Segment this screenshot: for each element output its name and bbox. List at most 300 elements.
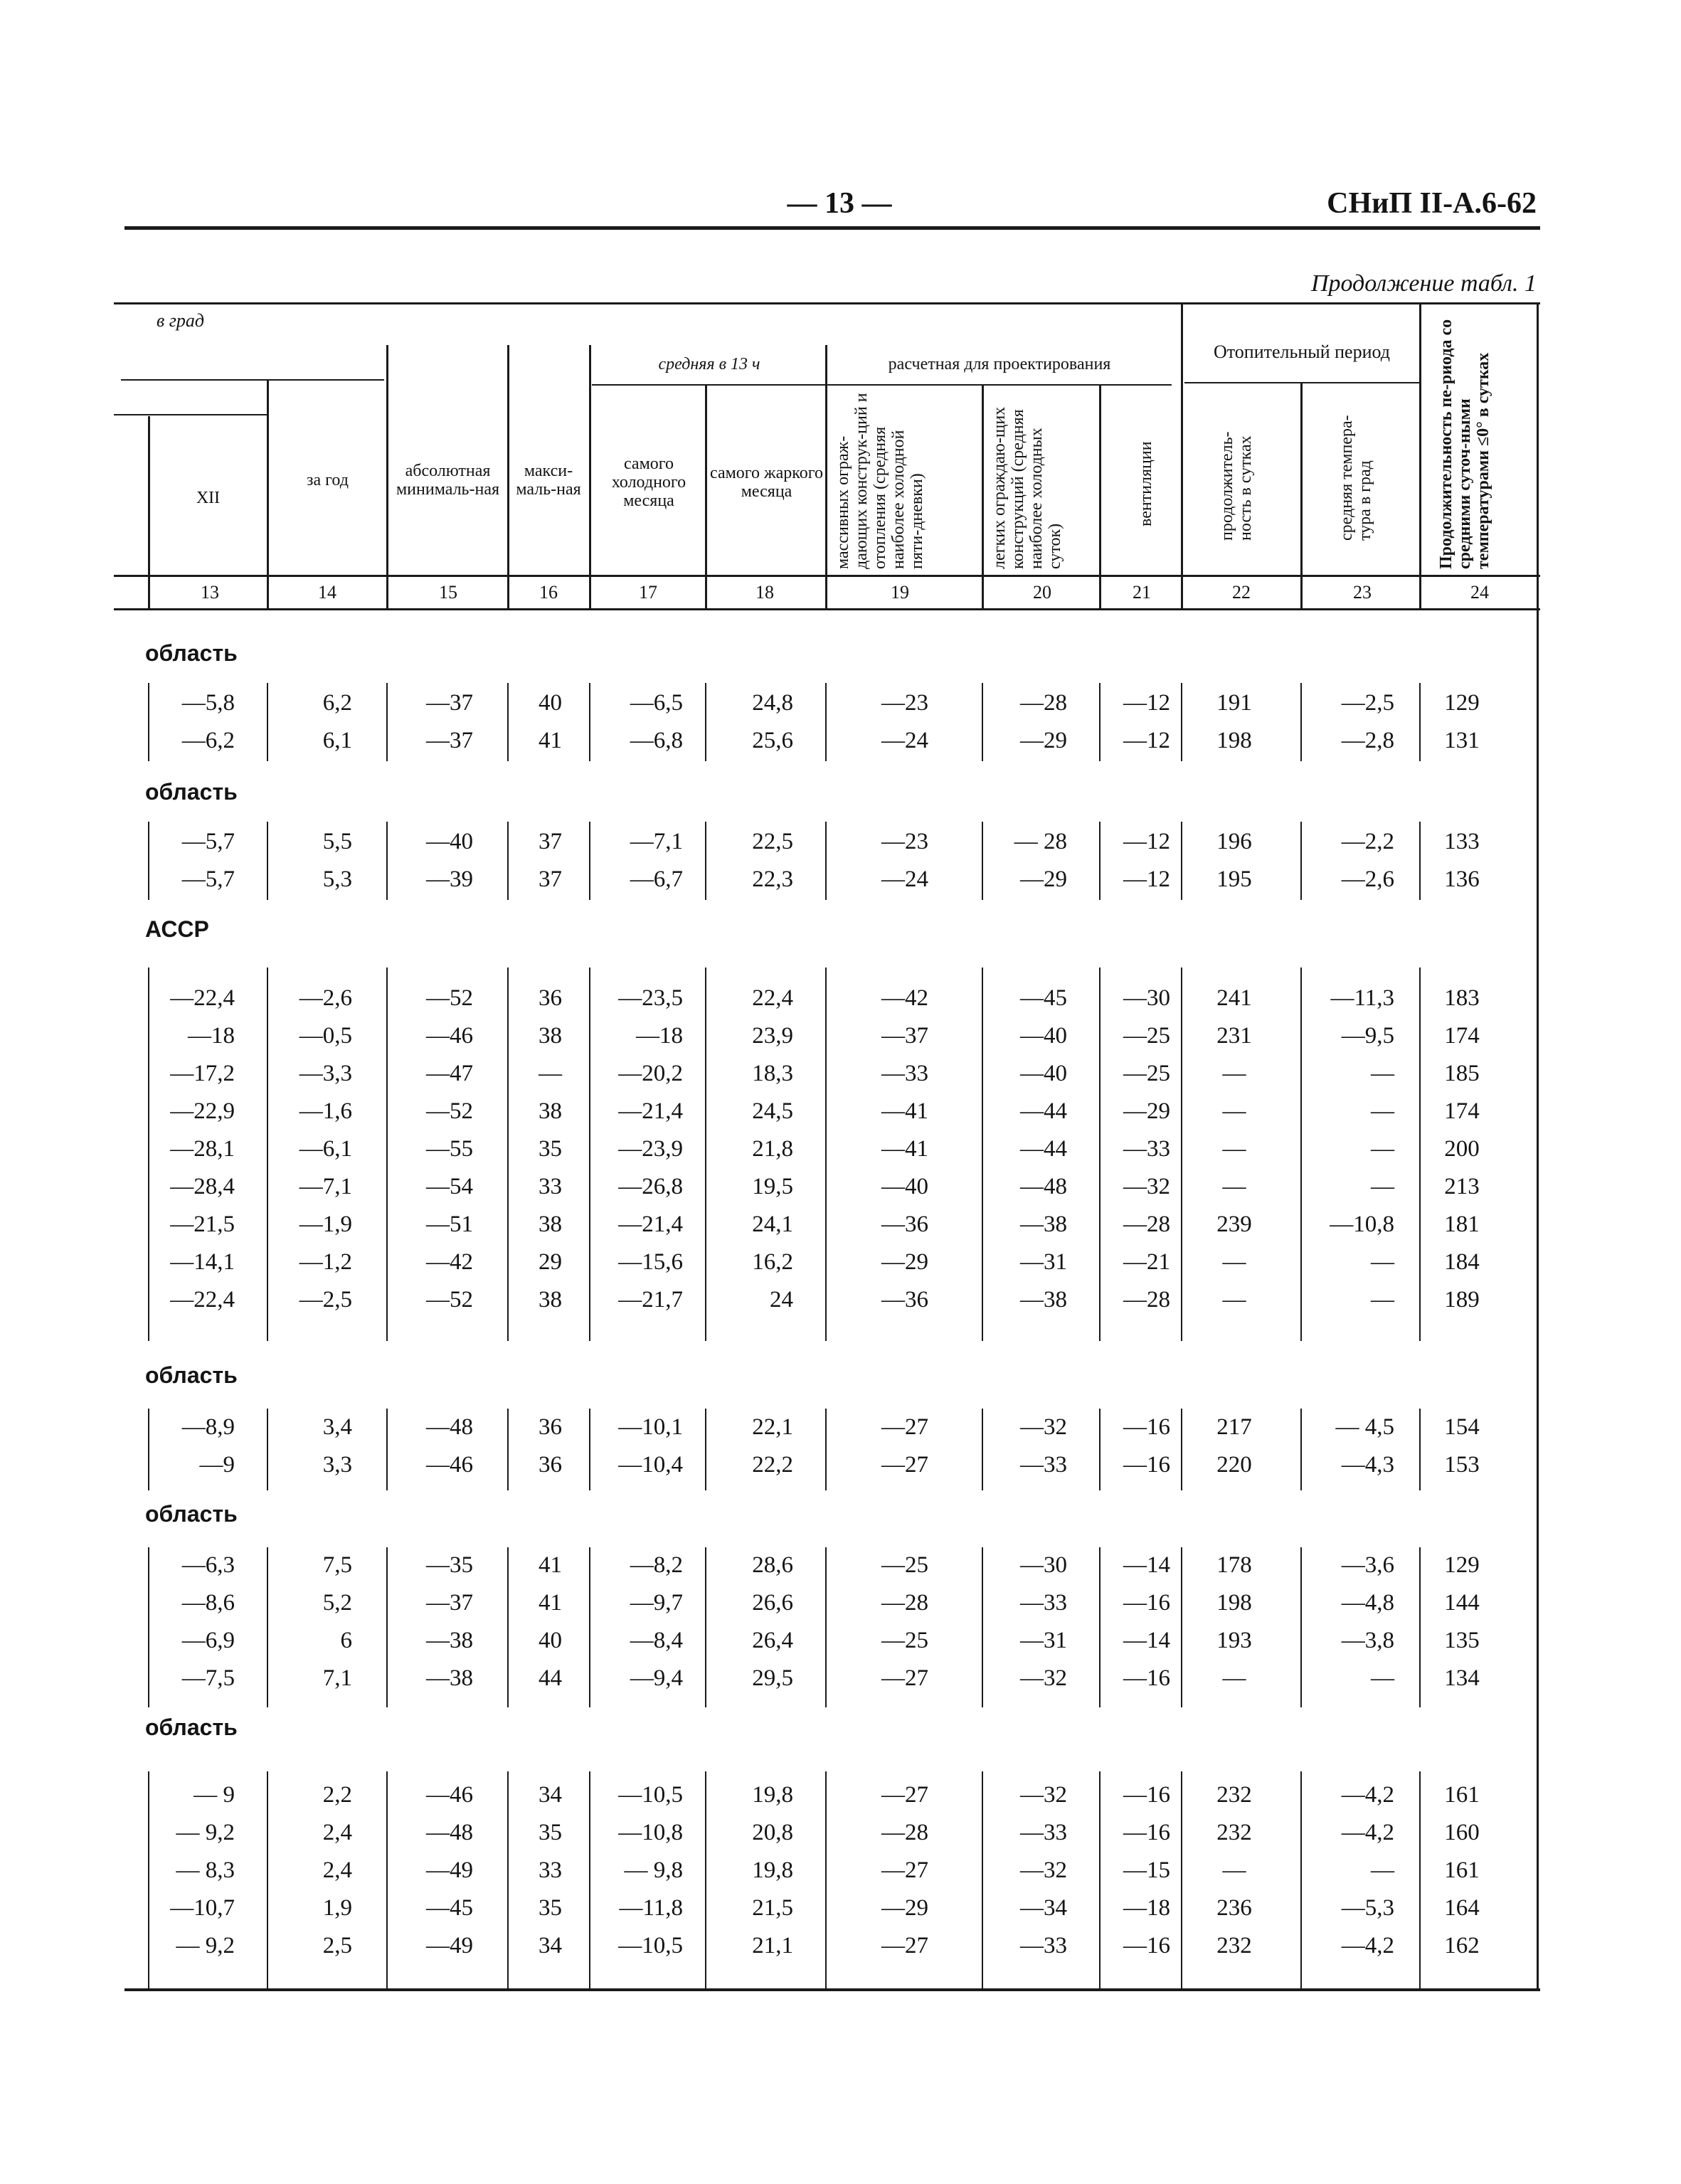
cell: —6,3 [181,1552,235,1578]
cell: —32 [1123,1174,1170,1199]
column-separator [507,1409,509,1490]
cell: —15 [1123,1857,1170,1883]
header-rule [124,226,1540,230]
column-separator [1419,1409,1421,1490]
column-separator [825,1409,827,1490]
column-separator [1181,1409,1182,1490]
cell: 16,2 [752,1249,793,1275]
cell: —12 [1123,690,1170,716]
cell: — [1371,1287,1394,1313]
cell: —9,4 [630,1665,683,1691]
cell: —6,1 [299,1136,352,1162]
cell: —33 [881,1061,928,1086]
column-separator [825,968,827,1341]
cell: 232 [1216,1782,1252,1808]
cell: —26,8 [618,1174,683,1199]
col-number: 14 [318,582,336,603]
column-separator [1181,1771,1182,1988]
cell: —6,7 [630,866,683,892]
cell: —44 [1020,1098,1067,1124]
section-title: АССР [145,916,209,942]
cell: 38 [539,1212,562,1237]
column-separator [1300,1547,1302,1707]
numbers-bottom-rule [114,608,1540,610]
page-number: — 13 — [787,187,892,220]
cell: — [1371,1174,1394,1199]
cell: —14 [1123,1628,1170,1653]
cell: —28 [1020,690,1067,716]
table-row [0,1895,1681,1924]
cell: 195 [1216,866,1252,892]
table-row [0,1857,1681,1886]
cell: —36 [881,1212,928,1237]
cell: 129 [1444,690,1480,716]
column-separator [148,1771,149,1988]
column-separator [1419,968,1421,1341]
column-separator [589,1771,590,1988]
cell: 40 [539,1628,562,1653]
cell: —33 [1020,1933,1067,1958]
column-separator [148,1409,149,1490]
cell: —16 [1123,1933,1170,1958]
cell: 154 [1444,1414,1480,1440]
cell: — [1222,1061,1246,1086]
cell: 161 [1444,1782,1480,1808]
cell: —22,9 [170,1098,235,1124]
column-separator [825,1547,827,1707]
cell: —28 [1123,1287,1170,1313]
cell: —10,8 [1330,1212,1394,1237]
cell: —8,9 [181,1414,235,1440]
cell: —48 [1020,1174,1067,1199]
cell: —29 [1020,866,1067,892]
cell: —37 [426,728,473,753]
cell: 34 [539,1782,562,1808]
cell: — [1371,1098,1394,1124]
cell: —10,5 [618,1933,683,1958]
cell: 184 [1444,1249,1480,1275]
cell: 20,8 [752,1820,793,1845]
cell: —25 [1123,1061,1170,1086]
column-separator [1300,822,1302,900]
column-separator [148,822,149,900]
cell: —2,6 [1341,866,1394,892]
cell: —24 [881,866,928,892]
cell: —54 [426,1174,473,1199]
cell: —18 [188,1023,235,1049]
column-separator [1099,1409,1101,1490]
table-row [0,728,1681,756]
cell: — [1222,1174,1246,1199]
cell: 6,2 [322,690,352,716]
cell: 22,1 [752,1414,793,1440]
cell: — [1222,1136,1246,1162]
table-row [0,985,1681,1014]
cell: —46 [426,1023,473,1049]
col-21-head: вентиляции [1137,441,1155,526]
cell: —2,8 [1341,728,1394,753]
cell: —9 [199,1452,235,1478]
cell: 189 [1444,1287,1480,1313]
cell: 33 [539,1174,562,1199]
cell: —23,9 [618,1136,683,1162]
cell: —16 [1123,1414,1170,1440]
unit-label: в град [157,310,205,331]
col-number: 17 [639,582,657,603]
cell: —12 [1123,728,1170,753]
document-code: СНиП II-А.6-62 [1327,187,1537,220]
section-title: область [145,779,238,805]
cell: 133 [1444,829,1480,854]
cell: —7,5 [181,1665,235,1691]
cell: 6 [340,1628,352,1653]
cell: —2,2 [1341,829,1394,854]
cell: 33 [539,1857,562,1883]
col-number: 20 [1033,582,1051,603]
column-separator [982,968,983,1341]
cell: — [1371,1061,1394,1086]
cell: —1,9 [299,1212,352,1237]
table-row [0,690,1681,719]
cell: —7,1 [630,829,683,854]
cell: —40 [1020,1061,1067,1086]
cell: —52 [426,985,473,1011]
cell: —8,4 [630,1628,683,1653]
cell: —12 [1123,866,1170,892]
cell: —16 [1123,1665,1170,1691]
col-number: 22 [1232,582,1251,603]
cell: —18 [1123,1895,1170,1921]
cell: — [1371,1136,1394,1162]
cell: 41 [539,1590,562,1616]
cell: 22,2 [752,1452,793,1478]
cell: —44 [1020,1136,1067,1162]
col-13-head: XII [196,489,221,507]
column-separator [507,1547,509,1707]
column-separator [982,683,983,761]
cell: 134 [1444,1665,1480,1691]
cell: —4,2 [1341,1782,1394,1808]
cell: 5,2 [322,1590,352,1616]
cell: — 9,8 [624,1857,683,1883]
cell: —16 [1123,1452,1170,1478]
cell: —34 [1020,1895,1067,1921]
cell: —10,8 [618,1820,683,1845]
col-20-head: легких ограждаю-щих конструкций (средняя наиболее холодных суток) [990,406,1064,569]
cell: —42 [426,1249,473,1275]
cell: 129 [1444,1552,1480,1578]
col-15-head: абсолютная минималь-ная [396,462,500,499]
table-row [0,1174,1681,1202]
cell: —18 [636,1023,683,1049]
cell: 185 [1444,1061,1480,1086]
cell: —21,5 [170,1212,235,1237]
cell: —5,7 [181,866,235,892]
cell: —32 [1020,1414,1067,1440]
cell: 136 [1444,866,1480,892]
cell: —48 [426,1820,473,1845]
col-number: 24 [1470,582,1489,603]
cell: —49 [426,1857,473,1883]
cell: —23,5 [618,985,683,1011]
column-separator [267,683,268,761]
col-number: 19 [891,582,909,603]
cell: 162 [1444,1933,1480,1958]
table-row [0,1023,1681,1051]
cell: —40 [881,1174,928,1199]
column-separator [1300,968,1302,1341]
col-16-head: макси-маль-ная [516,462,581,499]
section-title: область [145,1362,238,1388]
cell: —3,6 [1341,1552,1394,1578]
cell: —5,7 [181,829,235,854]
group-13h-head: средняя в 13 ч [658,355,760,373]
cell: —10,4 [618,1452,683,1478]
cell: 41 [539,728,562,753]
table-continuation-label: Продолжение табл. 1 [1310,270,1537,297]
table-row [0,1452,1681,1480]
column-separator [1300,1771,1302,1988]
cell: — 8,3 [176,1857,235,1883]
section-title: область [145,1501,238,1527]
cell: 144 [1444,1590,1480,1616]
cell: 19,8 [752,1857,793,1883]
cell: 217 [1216,1414,1252,1440]
cell: —21,7 [618,1287,683,1313]
col-number: 16 [539,582,558,603]
column-separator [589,683,590,761]
cell: 7,5 [322,1552,352,1578]
cell: —4,8 [1341,1590,1394,1616]
cell: — [539,1061,562,1086]
cell: —3,3 [299,1061,352,1086]
cell: 29,5 [752,1665,793,1691]
cell: —27 [881,1933,928,1958]
column-separator [507,822,509,900]
cell: 220 [1216,1452,1252,1478]
cell: 164 [1444,1895,1480,1921]
column-separator [148,1547,149,1707]
cell: 200 [1444,1136,1480,1162]
cell: —47 [426,1061,473,1086]
cell: —1,2 [299,1249,352,1275]
table-row [0,1212,1681,1240]
cell: —37 [426,1590,473,1616]
cell: —17,2 [170,1061,235,1086]
cell: 44 [539,1665,562,1691]
column-separator [982,1409,983,1490]
cell: —38 [426,1628,473,1653]
column-separator [1181,822,1182,900]
column-separator [1099,1547,1101,1707]
cell: —14,1 [170,1249,235,1275]
cell: —22,4 [170,985,235,1011]
column-separator [507,968,509,1341]
cell: 196 [1216,829,1252,854]
cell: —52 [426,1287,473,1313]
cell: —24 [881,728,928,753]
table-row [0,1414,1681,1443]
cell: —25 [881,1552,928,1578]
cell: —41 [881,1098,928,1124]
column-separator [982,1547,983,1707]
column-separator [386,683,388,761]
table-row [0,1287,1681,1315]
cell: —49 [426,1933,473,1958]
cell: —21,4 [618,1212,683,1237]
cell: 191 [1216,690,1252,716]
cell: —7,1 [299,1174,352,1199]
cell: —27 [881,1414,928,1440]
header-top-rule [114,302,1540,304]
table-row [0,1552,1681,1581]
cell: 19,5 [752,1174,793,1199]
col-number: 23 [1353,582,1372,603]
column-separator [589,822,590,900]
cell: —37 [881,1023,928,1049]
table-row [0,1782,1681,1811]
column-separator [267,1409,268,1490]
section-title: область [145,640,238,666]
cell: —29 [1020,728,1067,753]
cell: —33 [1020,1452,1067,1478]
cell: —12 [1123,829,1170,854]
cell: 19,8 [752,1782,793,1808]
cell: —36 [881,1287,928,1313]
cell: 34 [539,1933,562,1958]
cell: —9,7 [630,1590,683,1616]
cell: —45 [1020,985,1067,1011]
cell: —10,1 [618,1414,683,1440]
cell: — [1222,1098,1246,1124]
column-separator [1099,683,1101,761]
cell: 38 [539,1098,562,1124]
col-19-head: массивных ограж-дающих конструк-ций и отопления (средняя наиболее холодной пяти-дневки) [834,393,926,569]
cell: —42 [881,985,928,1011]
table-row [0,1136,1681,1165]
column-separator [705,1409,706,1490]
cell: 2,4 [322,1857,352,1883]
column-separator [705,1547,706,1707]
column-separator [1181,683,1182,761]
cell: —1,6 [299,1098,352,1124]
cell: —10,7 [170,1895,235,1921]
column-separator [386,968,388,1341]
cell: —16 [1123,1590,1170,1616]
column-separator [705,968,706,1341]
cell: 5,3 [322,866,352,892]
cell: 198 [1216,1590,1252,1616]
table-row [0,1933,1681,1961]
cell: — 9 [193,1782,235,1808]
cell: 160 [1444,1820,1480,1845]
column-separator [507,683,509,761]
cell: —6,9 [181,1628,235,1653]
cell: 35 [539,1136,562,1162]
cell: —27 [881,1782,928,1808]
cell: —52 [426,1098,473,1124]
cell: 36 [539,1452,562,1478]
cell: 35 [539,1820,562,1845]
col-17-head: самого холодного месяца [611,454,686,510]
cell: —2,5 [1341,690,1394,716]
cell: —40 [1020,1023,1067,1049]
column-separator [705,683,706,761]
cell: 23,9 [752,1023,793,1049]
cell: —38 [1020,1287,1067,1313]
column-separator [1300,683,1302,761]
cell: 193 [1216,1628,1252,1653]
cell: 241 [1216,985,1252,1011]
cell: —32 [1020,1857,1067,1883]
cell: —23 [881,829,928,854]
cell: 21,1 [752,1933,793,1958]
cell: 183 [1444,985,1480,1011]
cell: 18,3 [752,1061,793,1086]
cell: —28 [1123,1212,1170,1237]
cell: 174 [1444,1023,1480,1049]
cell: —21 [1123,1249,1170,1275]
cell: —27 [881,1665,928,1691]
column-separator [1300,1409,1302,1490]
column-separator [589,1547,590,1707]
cell: 178 [1216,1552,1252,1578]
column-separator [1419,822,1421,900]
table-row [0,1665,1681,1694]
cell: 2,5 [322,1933,352,1958]
column-separator [386,1547,388,1707]
cell: —11,3 [1330,985,1394,1011]
cell: 36 [539,1414,562,1440]
cell: —6,2 [181,728,235,753]
table-row [0,1820,1681,1848]
column-separator [386,1409,388,1490]
cell: 21,5 [752,1895,793,1921]
cell: —31 [1020,1249,1067,1275]
cell: 35 [539,1895,562,1921]
table-row [0,866,1681,895]
cell: 38 [539,1023,562,1049]
cell: 232 [1216,1820,1252,1845]
cell: —28 [881,1820,928,1845]
cell: 22,3 [752,866,793,892]
cell: —41 [881,1136,928,1162]
cell: —39 [426,866,473,892]
cell: —11,8 [619,1895,683,1921]
column-separator [267,1547,268,1707]
cell: —30 [1123,985,1170,1011]
cell: —45 [426,1895,473,1921]
table-bottom-rule [124,1988,1540,1991]
cell: —16 [1123,1820,1170,1845]
column-separator [705,822,706,900]
cell: —10,5 [618,1782,683,1808]
cell: —27 [881,1857,928,1883]
col-23-head: средняя темпера-тура в град [1337,415,1374,541]
column-separator [1099,822,1101,900]
cell: — [1222,1249,1246,1275]
cell: 181 [1444,1212,1480,1237]
column-separator [507,1771,509,1988]
cell: —29 [1123,1098,1170,1124]
column-separator [386,1771,388,1988]
column-separator [1099,1771,1101,1988]
column-separator [1181,1547,1182,1707]
column-separator [1419,683,1421,761]
column-separator [589,1409,590,1490]
cell: —48 [426,1414,473,1440]
cell: —46 [426,1782,473,1808]
